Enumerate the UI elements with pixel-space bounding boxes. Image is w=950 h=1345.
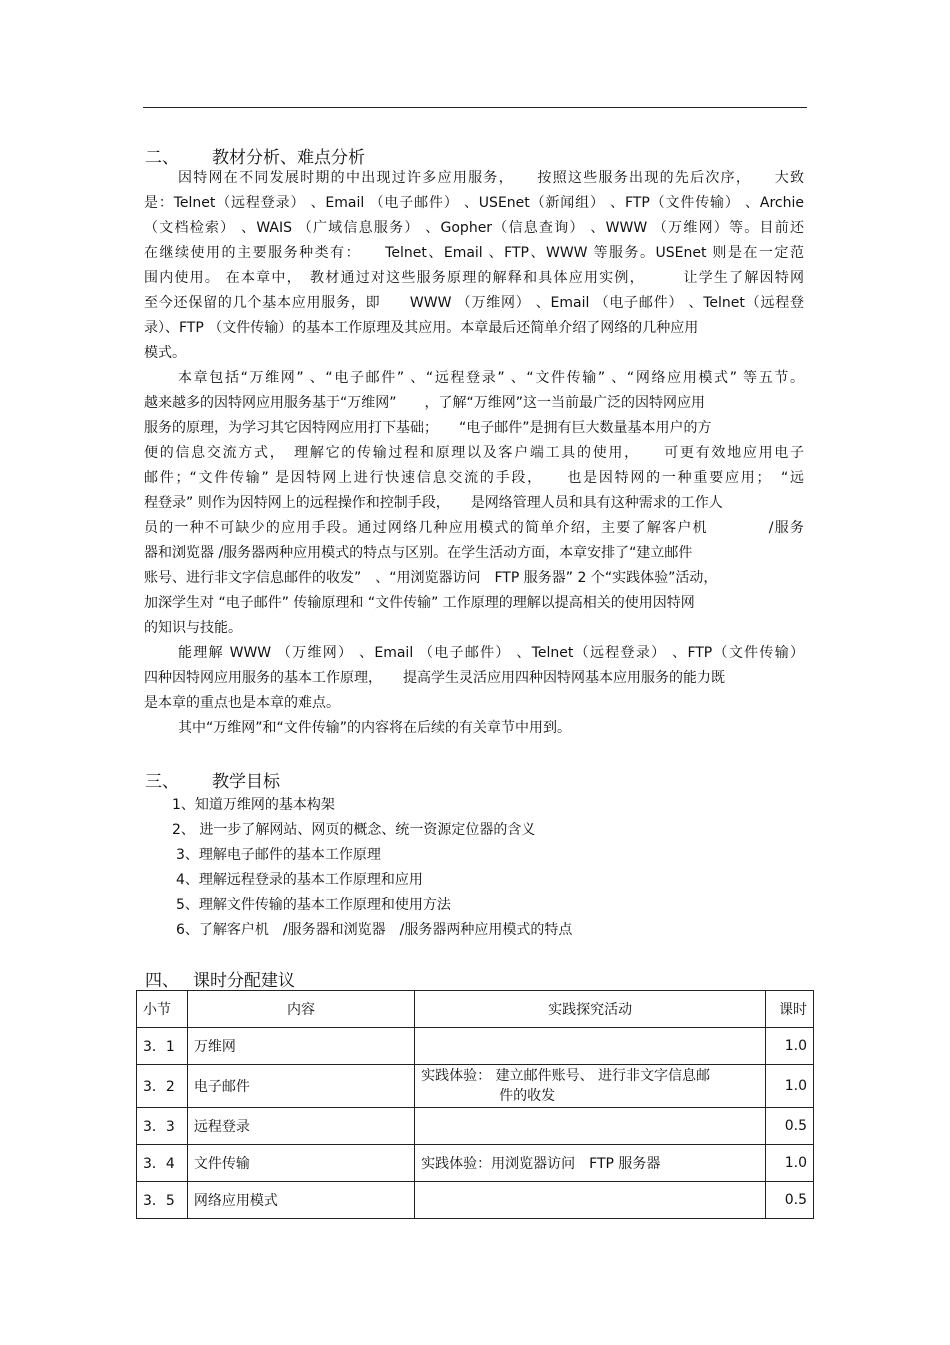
activity-line: 件的收发 — [499, 1088, 556, 1104]
activity-cell — [415, 1108, 766, 1145]
text-line: 至今还保留的几个基本应用服务，即 WWW （万维网） 、Email （电子邮件） 、Telnet（远程登 — [144, 295, 804, 311]
table-row — [137, 1182, 814, 1219]
text-line: 是本章的重点也是本章的难点。 — [144, 695, 340, 711]
text-line: 能理解 WWW （万维网） 、Email （电子邮件） 、Telnet（远程登录） 、FTP（文件传输） — [178, 645, 804, 661]
text-line: 在继续使用的主要服务种类有： Telnet、Email 、FTP、WWW 等服务。USEnet 则是在一定范 — [144, 245, 804, 261]
text-line: 四种因特网应用服务的基本工作原理， 提高学生灵活应用四种因特网基本应用服务的能力既 — [144, 670, 725, 686]
text-line: 加深学生对 “电子邮件” 传输原理和 “文件传输” 工作原理的理解以提高相关的使用因特网 — [144, 595, 695, 611]
text-line: 账号、进行非文字信息邮件的收发” 、“用浏览器访问 FTP 服务器” 2 个“实践体验”活动， — [144, 570, 718, 586]
text-line: 是：Telnet（远程登录） 、Email （电子邮件） 、USEnet（新闻组） 、FTP（文件传输） 、Archie — [144, 195, 804, 211]
hours-cell: 1.0 — [766, 1028, 814, 1065]
text-line: 程登录” 则作为因特网上的远程操作和控制手段， 是网络管理人员和具有这种需求的工作人 — [144, 495, 723, 511]
activity-cell — [415, 1028, 766, 1065]
text-line: 围内使用。 在本章中， 教材通过对这些服务原理的解释和具体应用实例， 让学生了解因特网 — [144, 270, 804, 286]
paragraph-3 — [144, 641, 804, 716]
content-cell: 万维网 — [187, 1028, 414, 1065]
hours-cell: 0.5 — [766, 1108, 814, 1145]
section-3-heading — [145, 767, 280, 792]
paragraph-4 — [144, 716, 804, 741]
header-cell: 课时 — [766, 991, 814, 1028]
text-line: （文档检索） 、WAIS （广域信息服务） 、Gopher（信息查询） 、WWW （万维网）等。目前还 — [144, 220, 804, 236]
list-item: 3、理解电子邮件的基本工作原理 — [176, 847, 381, 863]
text-line: 因特网在不同发展时期的中出现过许多应用服务， 按照这些服务出现的先后次序， 大致 — [178, 170, 804, 186]
header-cell: 小节 — [137, 991, 188, 1028]
section-cell: 3．3 — [137, 1108, 188, 1145]
table-header-row — [137, 991, 814, 1028]
lesson-allocation-table — [136, 990, 814, 1219]
hours-cell: 1.0 — [766, 1065, 814, 1108]
header-cell: 实践探究活动 — [415, 991, 766, 1028]
section-2-number: 二、 — [145, 148, 179, 168]
activity-cell — [415, 1065, 766, 1108]
section-cell: 3．1 — [137, 1028, 188, 1065]
hours-cell: 1.0 — [766, 1145, 814, 1182]
content-cell: 远程登录 — [187, 1108, 414, 1145]
table-row — [137, 1065, 814, 1108]
section-cell: 3．2 — [137, 1065, 188, 1108]
section-3-title: 教学目标 — [212, 772, 280, 792]
section-2-heading — [145, 143, 365, 168]
table-row — [137, 1145, 814, 1182]
header-rule — [143, 107, 807, 108]
text-line: 邮件；“文件传输” 是因特网上进行快速信息交流的手段， 也是因特网的一种重要应用； “远 — [144, 470, 804, 486]
list-item: 4、理解远程登录的基本工作原理和应用 — [176, 872, 423, 888]
content-cell: 电子邮件 — [187, 1065, 414, 1108]
list-item: 2、 进一步了解网站、网页的概念、统一资源定位器的含义 — [172, 822, 536, 838]
paragraph-1 — [144, 166, 804, 366]
text-line: 录）、FTP （文件传输）的基本工作原理及其应用。本章最后还简单介绍了网络的几种应用 — [144, 320, 699, 336]
content-cell: 文件传输 — [187, 1145, 414, 1182]
activity-cell: 实践体验：用浏览器访问 FTP 服务器 — [415, 1145, 766, 1182]
list-item: 1、知道万维网的基本构架 — [172, 797, 335, 813]
activity-line: 实践体验： 建立邮件账号、 进行非文字信息邮 — [421, 1068, 711, 1084]
table-row — [137, 1108, 814, 1145]
table-row — [137, 1028, 814, 1065]
text-line: 员的一种不可缺少的应用手段。通过网络几种应用模式的简单介绍，主要了解客户机 /服务 — [144, 520, 804, 536]
section-4-number: 四、 — [145, 971, 179, 991]
activity-cell — [415, 1182, 766, 1219]
section-3-number: 三、 — [145, 772, 179, 792]
text-line: 其中“万维网”和“文件传输”的内容将在后续的有关章节中用到。 — [178, 720, 572, 736]
text-line: 越来越多的因特网应用服务基于“万维网” ，了解“万维网”这一当前最广泛的因特网应用 — [144, 395, 706, 411]
paragraph-2 — [144, 366, 804, 641]
section-2-title: 教材分析、难点分析 — [212, 148, 365, 168]
header-cell: 内容 — [187, 991, 414, 1028]
text-line: 本章包括“万维网” 、“电子邮件” 、“远程登录” 、“文件传输” 、“网络应用模式” 等五节。 — [178, 370, 804, 386]
text-line: 服务的原理，为学习其它因特网应用打下基础； “电子邮件”是拥有巨大数量基本用户的方 — [144, 420, 712, 436]
content-cell: 网络应用模式 — [187, 1182, 414, 1219]
list-item: 6、了解客户机 /服务器和浏览器 /服务器两种应用模式的特点 — [176, 922, 573, 938]
text-line: 模式。 — [144, 345, 186, 361]
text-line: 器和浏览器 /服务器两种应用模式的特点与区别。在学生活动方面，本章安排了“建立邮件 — [144, 545, 693, 561]
section-4-heading — [145, 966, 295, 991]
hours-cell: 0.5 — [766, 1182, 814, 1219]
text-line: 的知识与技能。 — [144, 620, 242, 636]
list-item: 5、理解文件传输的基本工作原理和使用方法 — [176, 897, 451, 913]
section-cell: 3．4 — [137, 1145, 188, 1182]
section-4-title: 课时分配建议 — [193, 971, 295, 991]
section-cell: 3．5 — [137, 1182, 188, 1219]
text-line: 便的信息交流方式， 理解它的传输过程和原理以及客户端工具的使用， 可更有效地应用电子 — [144, 445, 804, 461]
teaching-goals-list — [172, 793, 572, 943]
